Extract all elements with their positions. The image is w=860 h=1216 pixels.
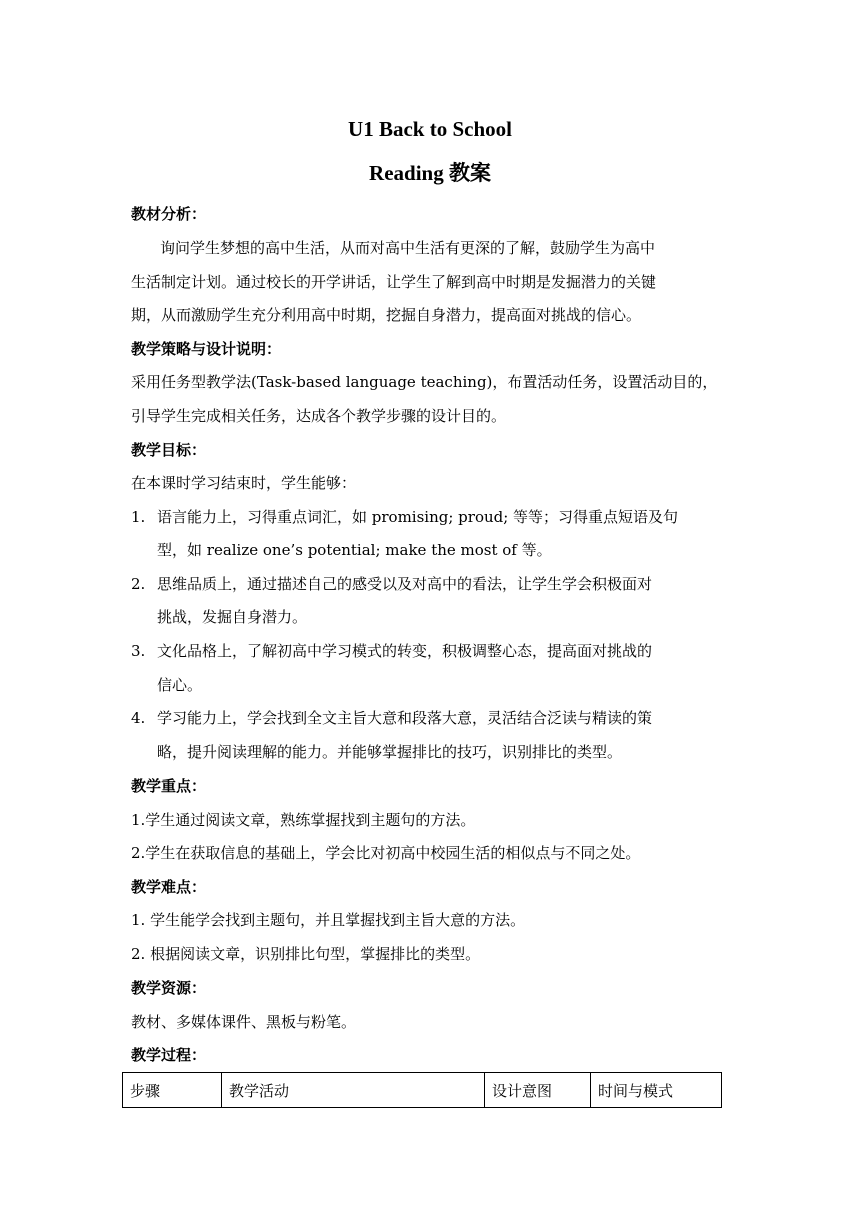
analysis-line: 期，从而激励学生充分利用高中时期，挖掘自身潜力，提高面对挑战的信心。 [131, 306, 642, 324]
strategy-line: 引导学生完成相关任务，达成各个教学步骤的设计目的。 [131, 407, 507, 425]
goals-heading: 教学目标： [131, 441, 207, 459]
table-header-cell: 教学活动 [222, 1073, 485, 1108]
strategy-line: 采用任务型教学法(Task-based language teaching)，布置活动任务，设置活动目的， [131, 373, 718, 391]
strategy-heading: 教学策略与设计说明： [131, 340, 282, 358]
analysis-heading: 教材分析： [131, 205, 207, 223]
resources-line: 教材、多媒体课件、黑板与粉笔。 [131, 1013, 357, 1031]
goal-number: 4. [131, 709, 146, 727]
table-header-cell: 时间与模式 [591, 1073, 722, 1108]
goal-line: 挑战，发掘自身潜力。 [157, 608, 308, 626]
process-table [122, 1072, 722, 1108]
goal-line: 语言能力上，习得重点词汇，如 promising; proud; 等等；习得重点短语及句 [157, 508, 679, 526]
goal-line: 略，提升阅读理解的能力。并能够掌握排比的技巧，识别排比的类型。 [157, 743, 623, 761]
goal-line: 思维品质上，通过描述自己的感受以及对高中的看法，让学生学会积极面对 [157, 575, 653, 593]
difficulties-heading: 教学难点： [131, 878, 207, 896]
document-subtitle: Reading 教案 [369, 161, 491, 185]
resources-heading: 教学资源： [131, 979, 207, 997]
goal-line: 型，如 realize one’s potential; make the most of 等。 [157, 541, 552, 559]
analysis-line: 询问学生梦想的高中生活，从而对高中生活有更深的了解，鼓励学生为高中 [160, 239, 656, 257]
key-point-line: 2.学生在获取信息的基础上，学会比对初高中校园生活的相似点与不同之处。 [131, 844, 641, 862]
document-title: U1 Back to School [348, 117, 512, 141]
process-heading: 教学过程： [131, 1046, 207, 1064]
goal-line: 信心。 [157, 676, 203, 694]
goal-number: 1. [131, 508, 146, 526]
difficulty-line: 1. 学生能学会找到主题句，并且掌握找到主旨大意的方法。 [131, 911, 526, 929]
goal-number: 3. [131, 642, 146, 660]
difficulty-line: 2. 根据阅读文章，识别排比句型，掌握排比的类型。 [131, 945, 481, 963]
goal-number: 2. [131, 575, 146, 593]
table-header-cell: 设计意图 [485, 1073, 591, 1108]
key-point-line: 1.学生通过阅读文章，熟练掌握找到主题句的方法。 [131, 811, 476, 829]
analysis-line: 生活制定计划。通过校长的开学讲话，让学生了解到高中时期是发掘潜力的关键 [131, 273, 657, 291]
table-header-row [123, 1073, 722, 1108]
goal-line: 文化品格上，了解初高中学习模式的转变，积极调整心态，提高面对挑战的 [157, 642, 653, 660]
goal-line: 学习能力上，学会找到全文主旨大意和段落大意，灵活结合泛读与精读的策 [157, 709, 653, 727]
table-header-cell: 步骤 [123, 1073, 222, 1108]
goals-intro: 在本课时学习结束时，学生能够： [131, 474, 357, 492]
key-points-heading: 教学重点： [131, 777, 207, 795]
